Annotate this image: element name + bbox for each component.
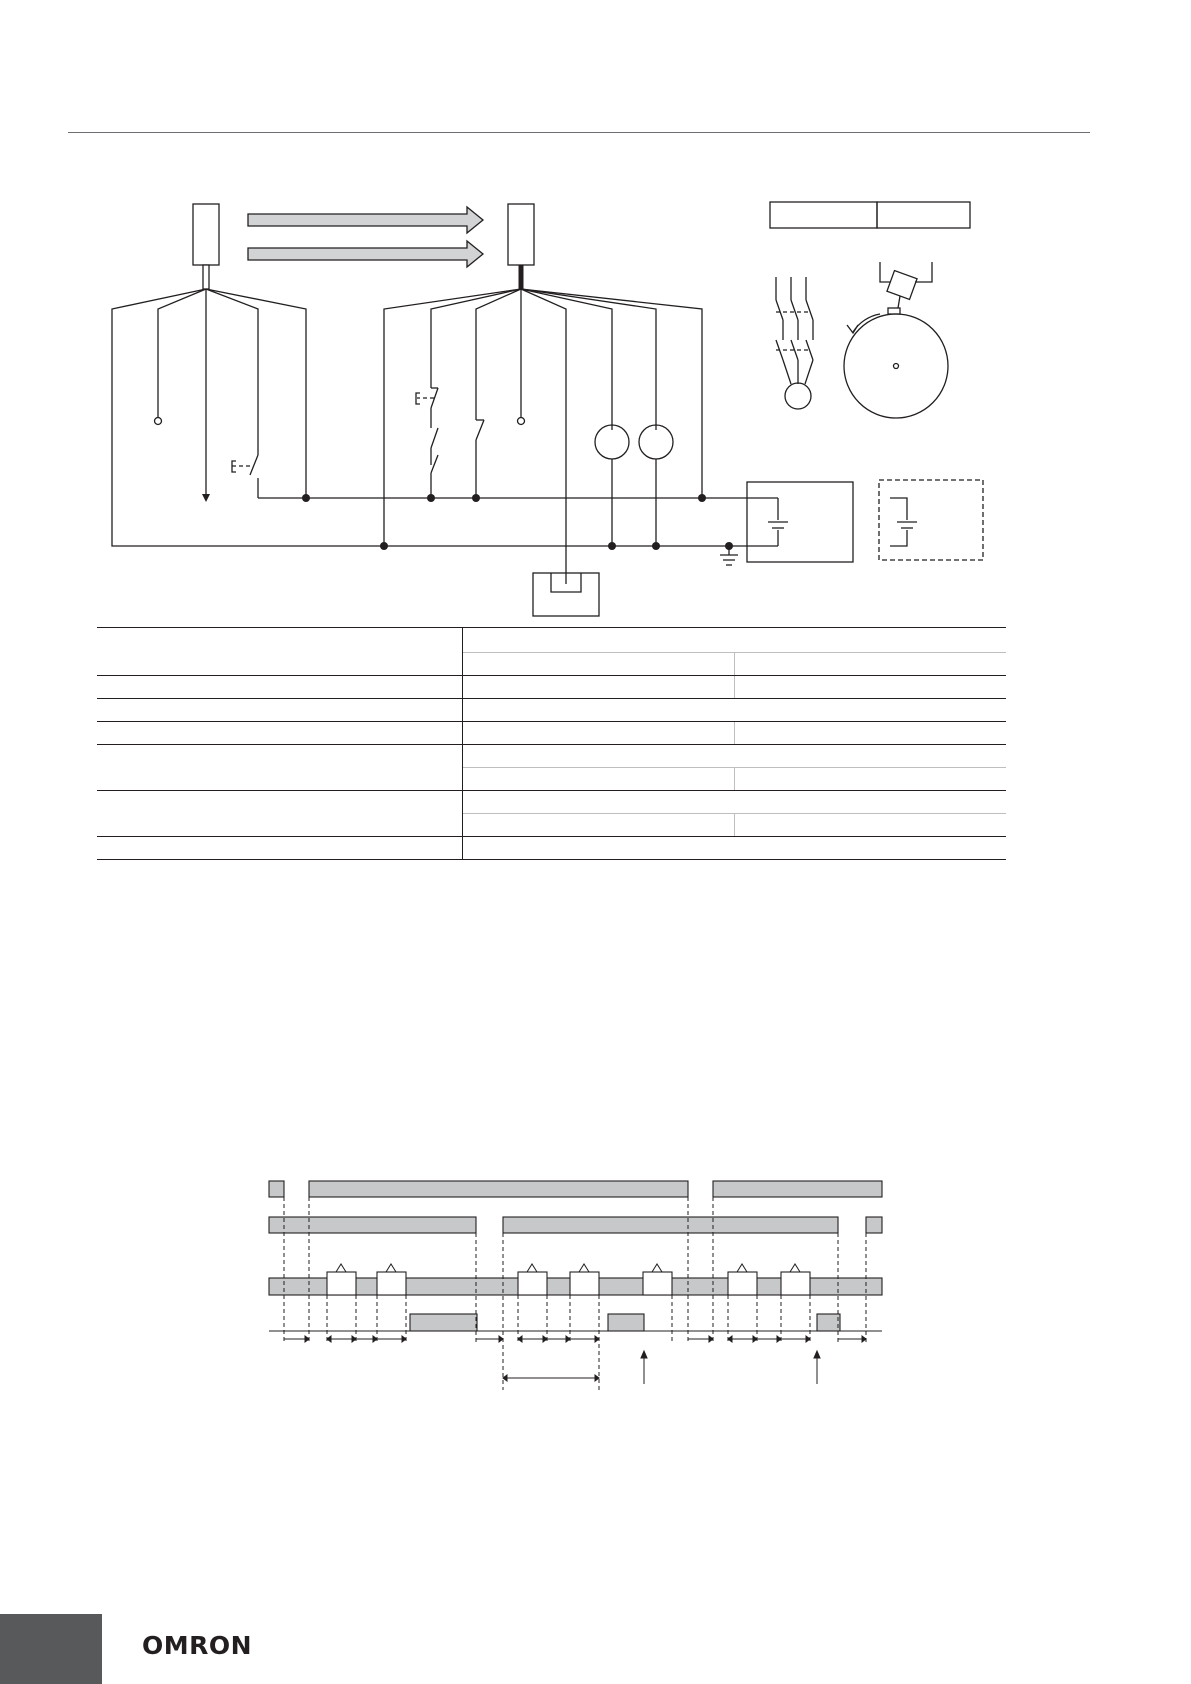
spec-table: [97, 627, 1006, 860]
table-cell: [463, 768, 735, 791]
table-row: [97, 676, 1006, 699]
table-header-row: [97, 628, 1006, 653]
table-cell: [734, 722, 1006, 745]
receiver-unit: [508, 204, 534, 265]
pulse: [327, 1272, 356, 1295]
table-row: [97, 722, 1006, 745]
motor: [785, 383, 811, 409]
table-cell: [463, 628, 1006, 653]
table-cell: [734, 676, 1006, 699]
pulse: [781, 1272, 810, 1295]
table-cell: [463, 722, 735, 745]
timing-bar: [817, 1314, 840, 1331]
emitter-cable: [203, 265, 209, 289]
table-row: [97, 745, 1006, 768]
table-row: [97, 791, 1006, 814]
timing-bar: [269, 1278, 882, 1295]
table-cell: [97, 628, 463, 676]
emitter-unit: [193, 204, 219, 265]
timing-bar: [269, 1217, 476, 1233]
power-supply: [747, 482, 853, 562]
table-cell: [97, 837, 463, 860]
table-row: [97, 837, 1006, 860]
timing-bar: [410, 1314, 477, 1331]
table-cell: [463, 653, 735, 676]
terminal: [155, 418, 162, 425]
alt-power-supply: [879, 480, 983, 560]
relay-coil: [595, 425, 629, 459]
pulse: [643, 1272, 672, 1295]
wiring-diagram: [0, 0, 1191, 630]
table-cell: [463, 814, 735, 837]
pulse: [518, 1272, 547, 1295]
label-box: [877, 202, 970, 228]
table-cell: [97, 699, 463, 722]
table-cell: [463, 676, 735, 699]
terminal: [518, 418, 525, 425]
pulse: [728, 1272, 757, 1295]
table-cell: [463, 837, 1006, 860]
table-cell: [463, 745, 1006, 768]
pulse: [377, 1272, 406, 1295]
timing-bar: [269, 1181, 284, 1197]
table-cell: [97, 745, 463, 791]
pulse: [570, 1272, 599, 1295]
table-cell: [463, 791, 1006, 814]
omron-logo: OMRON: [142, 1631, 253, 1660]
timing-bar: [503, 1217, 838, 1233]
timing-bar: [866, 1217, 882, 1233]
table-cell: [734, 768, 1006, 791]
table-cell: [97, 676, 463, 699]
timing-bar: [608, 1314, 644, 1331]
table-cell: [734, 653, 1006, 676]
light-beam-arrow: [248, 207, 483, 233]
label-box: [770, 202, 877, 228]
timing-bar: [713, 1181, 882, 1197]
relay-coil: [639, 425, 673, 459]
table-cell: [97, 722, 463, 745]
table-cell: [734, 814, 1006, 837]
table-cell: [463, 699, 1006, 722]
light-beam-arrow: [248, 241, 483, 267]
table-cell: [97, 791, 463, 837]
table-row: [97, 699, 1006, 722]
page-footer-tab: [0, 1614, 102, 1684]
timing-bar: [309, 1181, 688, 1197]
